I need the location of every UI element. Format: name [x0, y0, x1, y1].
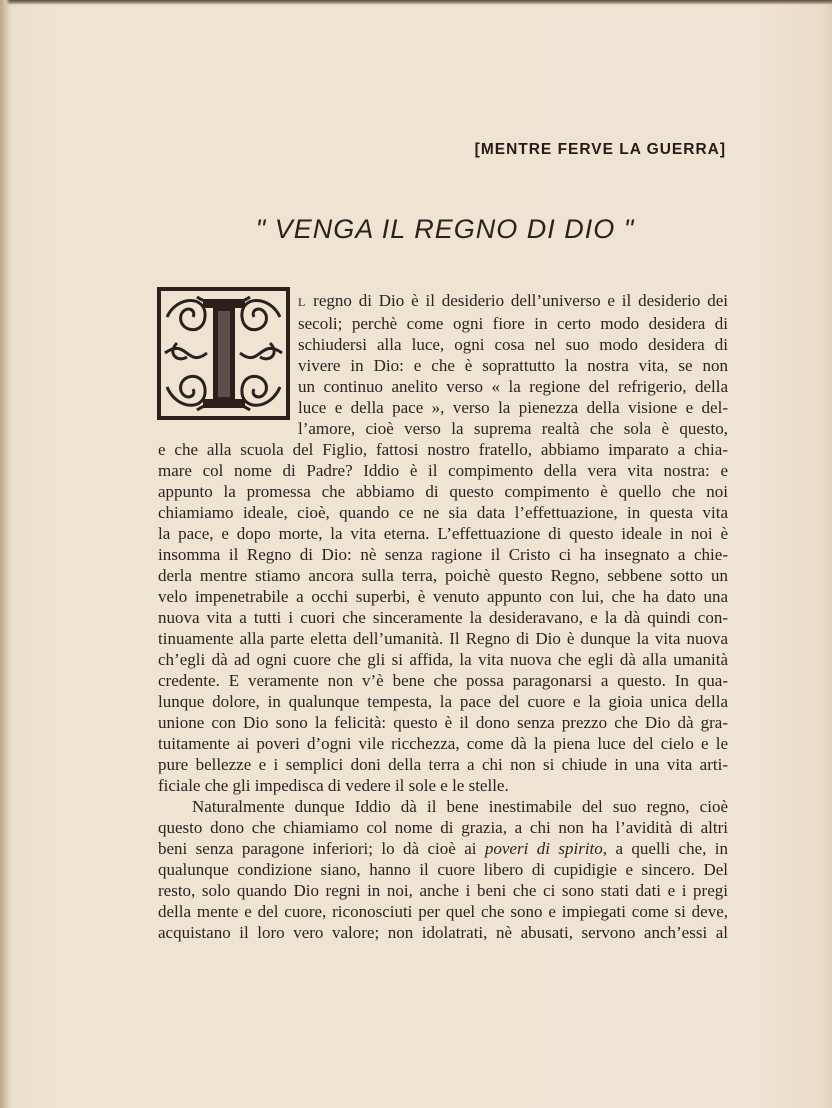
page-top-edge	[0, 0, 832, 5]
text-line: tuitamente ai poveri d’ogni vile ricchezza, come dà la piena luce del cielo e le	[158, 734, 728, 753]
text-line: vivere in Dio: e che è soprattutto la nostra vita, se non	[298, 356, 728, 375]
text-line: lunque dolore, in qualunque tempesta, la pace del cuore e la gioia unica della	[158, 692, 728, 711]
text-line: derla mentre stiamo ancora sulla terra, poichè questo Regno, sebbene sotto un	[158, 566, 728, 585]
running-head: [MENTRE FERVE LA GUERRA]	[474, 141, 726, 158]
text-line: Naturalmente dunque Iddio dà il bene inestimabile del suo regno, cioè	[192, 797, 728, 816]
text-line: appunto la promessa che abbiamo di questo compimento è quello che noi	[158, 482, 728, 501]
text-line: L regno di Dio è il desiderio dell’universo e il desiderio dei	[298, 291, 728, 310]
text-line: secoli; perchè come ogni fiore in certo modo desidera di	[298, 314, 728, 333]
text-line: unione con Dio sono la felicità: questo è il dono senza prezzo che Dio dà gra-	[158, 713, 728, 732]
text-line: nuova vita a tutti i cuori che sinceramente la desideravano, e la dà quindi con-	[158, 608, 728, 627]
text-line: schiudersi alla luce, ogni cosa nel suo modo desidera di	[298, 335, 728, 354]
text-line: luce e della pace », verso la pienezza della visione e del-	[298, 398, 728, 417]
article-title: " VENGA IL REGNO DI DIO "	[255, 214, 635, 244]
text-line: l’amore, cioè verso la suprema realtà che sola è questo,	[298, 419, 728, 438]
text-line: insomma il Regno di Dio: nè senza ragione il Cristo ci ha insegnato a chie-	[158, 545, 728, 564]
drop-cap-continuation: L	[298, 295, 307, 309]
text-line: ficiale che gli impedisca di vedere il sole e le stelle.	[158, 776, 509, 795]
text-line: un continuo anelito verso « la regione del refrigerio, della	[298, 377, 728, 396]
text-line: tinuamente alla parte eletta dell’umanità. Il Regno di Dio è dunque la vita nuova	[158, 629, 728, 648]
paragraph-2	[158, 796, 728, 943]
text-line: ch’egli dà ad ogni cuore che gli si affida, la vita nuova che egli dà alla umanità	[158, 650, 728, 669]
text-line: chiamiamo ideale, cioè, quando ce ne sia data l’effettuazione, in questa vita	[158, 503, 728, 522]
text-line: qualunque condizione siano, hanno il cuore libero di cupidigie e sincero. Del	[158, 860, 728, 879]
text-line: pure bellezze e i semplici doni della terra a chi non si chiude in una vita arti-	[158, 755, 728, 774]
text-line: resto, solo quando Dio regni in noi, anche i beni che ci sono stati dati e i pregi	[158, 881, 728, 900]
text-line: la pace, e dopo morte, la vita eterna. L’effettuazione di questo ideale in noi è	[158, 524, 728, 543]
text-line: della mente e del cuore, riconosciuti per quel che sono e impiegati come si deve,	[158, 902, 728, 921]
text-line: e che alla scuola del Figlio, fattosi nostro fratello, abbiamo imparato a chia-	[158, 440, 728, 459]
page-binding-edge	[0, 0, 10, 1108]
paragraph-1-body	[158, 439, 728, 796]
text-line: velo impenetrabile a occhi superbi, è venuto appunto con lui, che ha dato una	[158, 587, 728, 606]
text-line: acquistano il loro vero valore; non idolatrati, nè abusati, servono anch’essi al	[158, 923, 728, 942]
paragraph-1-opening	[158, 290, 728, 439]
text-line: questo dono che chiamiamo col nome di grazia, a chi non ha l’avidità di altri	[158, 818, 728, 837]
text-line-with-italic: beni senza paragone inferiori; lo dà cioè ai poveri di spirito, a quelli che, in	[158, 839, 729, 858]
body-text	[158, 290, 728, 943]
text-line: credente. E veramente non v’è bene che possa paragonarsi a questo. In qua-	[158, 671, 728, 690]
italic-phrase: poveri di spirito	[484, 839, 603, 858]
text-line: mare col nome di Padre? Iddio è il compimento della vera vita nostra: e	[158, 461, 728, 480]
